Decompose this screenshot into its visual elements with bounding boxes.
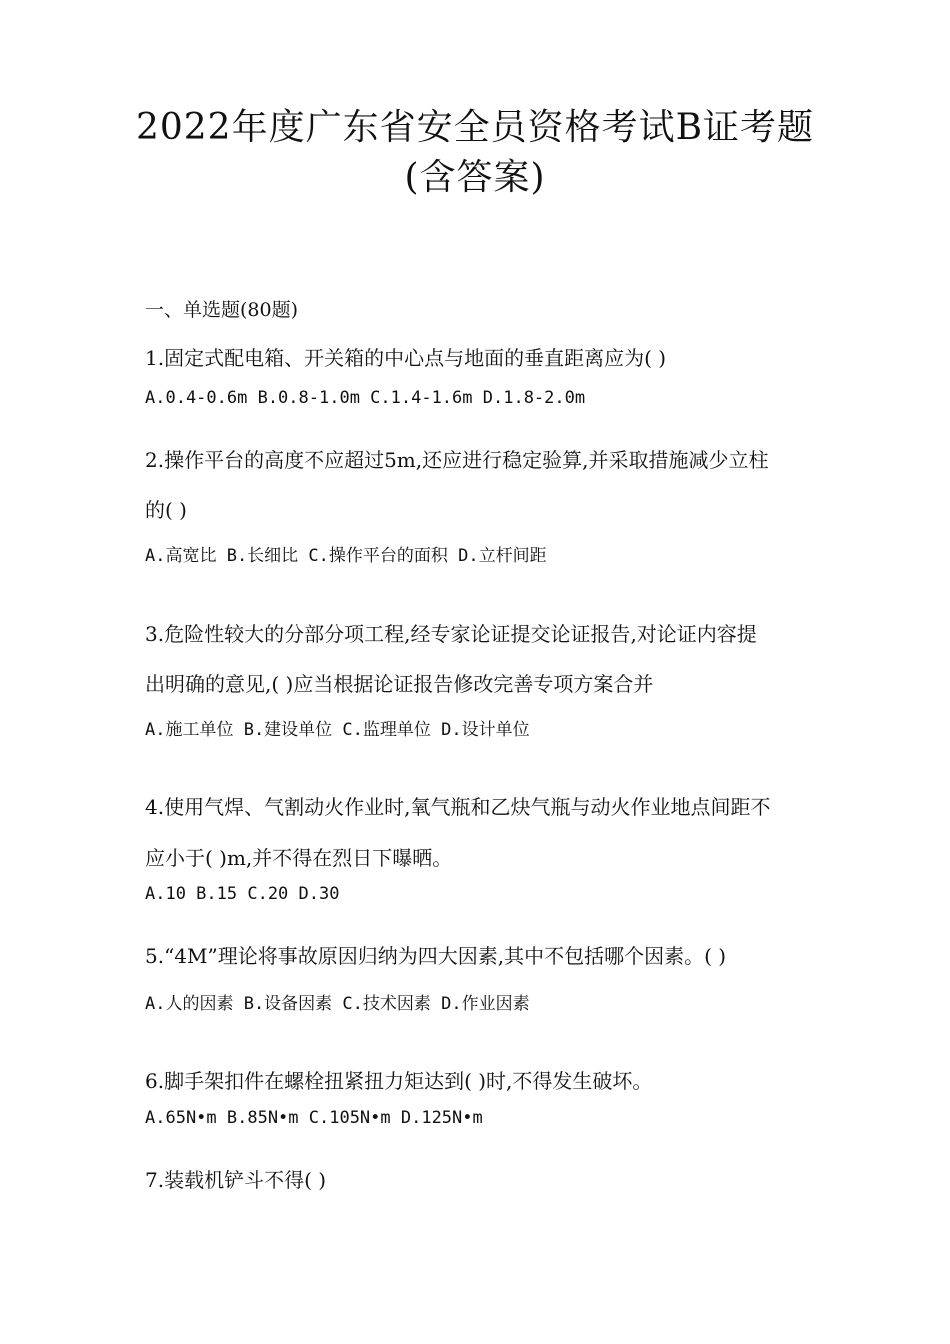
- question-2-text-cont: 的( ): [145, 498, 187, 522]
- question-4-options: A.10 B.15 C.20 D.30: [145, 884, 340, 904]
- question-1-text: 1.固定式配电箱、开关箱的中心点与地面的垂直距离应为( ): [145, 346, 667, 370]
- question-6-options: A.65N•m B.85N•m C.105N•m D.125N•m: [145, 1108, 483, 1128]
- question-3-options: A.施工单位 B.建设单位 C.监理单位 D.设计单位: [145, 720, 530, 740]
- question-6-text: 6.脚手架扣件在螺栓扭紧扭力矩达到( )时,不得发生破坏。: [145, 1069, 653, 1093]
- document-title: 2022年度广东省安全员资格考试B证考题: [135, 107, 815, 148]
- document-subtitle: (含答案): [404, 157, 546, 198]
- question-4-text: 4.使用气焊、气割动火作业时,氧气瓶和乙炔气瓶与动火作业地点间距不: [145, 795, 771, 819]
- question-1-options: A.0.4-0.6m B.0.8-1.0m C.1.4-1.6m D.1.8-2.0m: [145, 388, 586, 408]
- question-3-text-cont: 出明确的意见,( )应当根据论证报告修改完善专项方案合并: [145, 672, 654, 696]
- question-7-text: 7.装载机铲斗不得( ): [145, 1168, 327, 1192]
- question-4-text-cont: 应小于( )m,并不得在烈日下曝晒。: [145, 846, 453, 870]
- section-heading: 一、单选题(80题): [145, 299, 299, 321]
- question-5-text: 5.“4M”理论将事故原因归纳为四大因素,其中不包括哪个因素。( ): [145, 944, 727, 968]
- question-3-text: 3.危险性较大的分部分项工程,经专家论证提交论证报告,对论证内容提: [145, 622, 757, 646]
- question-2-text: 2.操作平台的高度不应超过5m,还应进行稳定验算,并采取措施减少立柱: [145, 448, 769, 472]
- question-2-options: A.高宽比 B.长细比 C.操作平台的面积 D.立杆间距: [145, 546, 547, 566]
- question-5-options: A.人的因素 B.设备因素 C.技术因素 D.作业因素: [145, 994, 530, 1014]
